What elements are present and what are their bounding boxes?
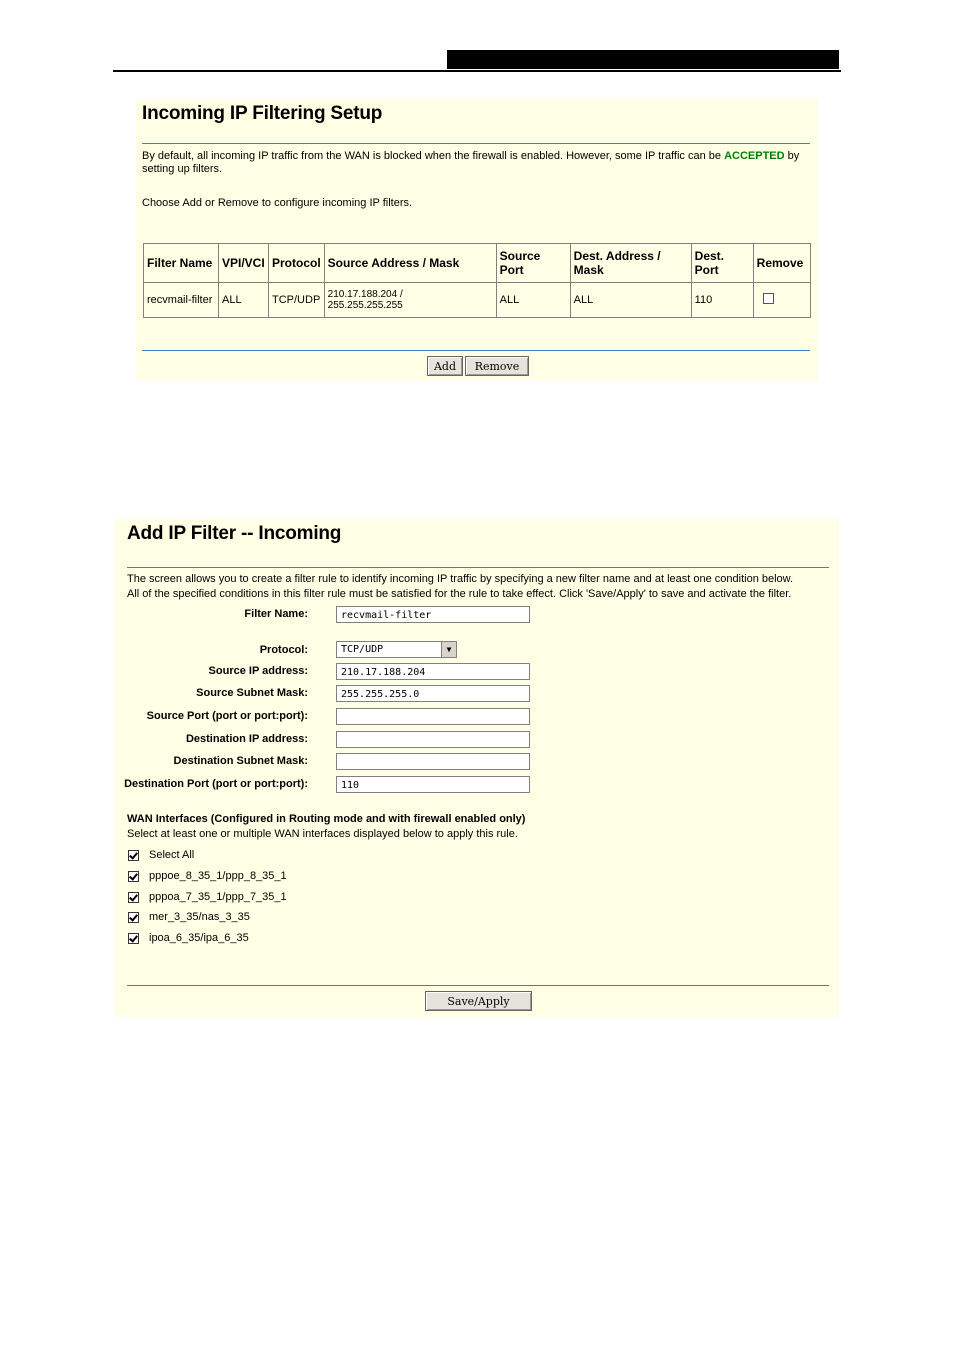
cell-dest-address: ALL [570, 283, 691, 318]
table-header-row [144, 244, 811, 283]
cell-remove [753, 283, 810, 318]
header-rule [113, 70, 841, 72]
checkbox-checked[interactable] [128, 871, 139, 882]
filter-name-input[interactable]: recvmail-filter [336, 606, 530, 623]
dest-port-input[interactable]: 110 [336, 776, 530, 793]
col-source-port: Source Port [496, 244, 570, 283]
dest-mask-input[interactable] [336, 753, 530, 770]
dest-port-label: Destination Port (port or port:port): [124, 778, 308, 790]
wan-item-select-all[interactable]: Select All [128, 848, 194, 862]
source-mask-label: Source Subnet Mask: [196, 687, 308, 699]
page-title: Incoming IP Filtering Setup [142, 103, 383, 124]
col-remove: Remove [753, 244, 810, 283]
source-port-label: Source Port (port or port:port): [146, 710, 308, 722]
wan-heading: WAN Interfaces (Configured in Routing mode and with firewall enabled only) [127, 813, 526, 825]
add-bottom-divider [127, 985, 829, 986]
accepted-word: ACCEPTED [724, 150, 785, 162]
protocol-selected-value: TCP/UDP [341, 644, 384, 655]
cell-vpi-vci: ALL [219, 283, 269, 318]
filter-table [143, 243, 811, 318]
col-vpi-vci: VPI/VCI [219, 244, 269, 283]
wan-item-mer[interactable]: mer_3_35/nas_3_35 [128, 910, 250, 924]
source-mask-input[interactable]: 255.255.255.0 [336, 685, 530, 702]
col-dest-address: Dest. Address / Mask [570, 244, 691, 283]
protocol-select[interactable] [336, 641, 457, 658]
wan-item-pppoa[interactable]: pppoa_7_35_1/ppp_7_35_1 [128, 890, 287, 904]
add-title-divider [127, 567, 829, 568]
protocol-label: Protocol: [259, 644, 308, 656]
description-line-2: setting up filters. [142, 163, 223, 175]
add-description-line-1: The screen allows you to create a filter rule to identify incoming IP traffic by specifying a new filter name and at least one condition below. [127, 573, 794, 585]
remove-checkbox[interactable] [763, 293, 774, 304]
checkbox-checked[interactable] [128, 933, 139, 944]
dest-ip-label: Destination IP address: [185, 733, 308, 745]
cell-filter-name: recvmail-filter [144, 283, 219, 318]
wan-item-ipoa[interactable]: ipoa_6_35/ipa_6_35 [128, 931, 249, 945]
description: By default, all incoming IP traffic from the WAN is blocked when the firewall is enabled. However, some IP traffic can be ACCEPTED by [142, 150, 800, 162]
source-ip-label: Source IP address: [208, 665, 308, 677]
cell-source-address: 210.17.188.204 / 255.255.255.255 [324, 283, 496, 318]
chevron-down-icon[interactable]: ▼ [441, 642, 456, 657]
checkbox-checked[interactable] [128, 850, 139, 861]
col-protocol: Protocol [269, 244, 325, 283]
add-ip-filter-panel [115, 519, 839, 1017]
cell-source-port: ALL [496, 283, 570, 318]
table-row [144, 283, 811, 318]
bottom-divider [142, 350, 810, 351]
save-apply-button[interactable]: Save/Apply [425, 991, 532, 1011]
col-dest-port: Dest. Port [691, 244, 753, 283]
source-port-input[interactable] [336, 708, 530, 725]
add-filter-title: Add IP Filter -- Incoming [127, 523, 342, 544]
header-bar [447, 50, 839, 69]
filter-name-label: Filter Name: [244, 608, 308, 620]
add-description-line-2: All of the specified conditions in this filter rule must be satisfied for the rule to take effect. Click 'Save/Apply' to save and activate the filter. [127, 588, 792, 600]
add-button[interactable]: Add [427, 356, 463, 376]
cell-protocol: TCP/UDP [269, 283, 325, 318]
dest-ip-input[interactable] [336, 731, 530, 748]
checkbox-checked[interactable] [128, 912, 139, 923]
col-source-address: Source Address / Mask [324, 244, 496, 283]
title-divider [142, 143, 810, 144]
source-ip-input[interactable]: 210.17.188.204 [336, 663, 530, 680]
cell-dest-port: 110 [691, 283, 753, 318]
checkbox-checked[interactable] [128, 892, 139, 903]
choose-text: Choose Add or Remove to configure incoming IP filters. [142, 197, 413, 209]
incoming-filter-setup-panel [136, 100, 818, 380]
wan-description: Select at least one or multiple WAN interfaces displayed below to apply this rule. [127, 828, 518, 840]
wan-item-pppoe[interactable]: pppoe_8_35_1/ppp_8_35_1 [128, 869, 287, 883]
col-filter-name: Filter Name [144, 244, 219, 283]
dest-mask-label: Destination Subnet Mask: [173, 755, 308, 767]
remove-button[interactable]: Remove [465, 356, 529, 376]
